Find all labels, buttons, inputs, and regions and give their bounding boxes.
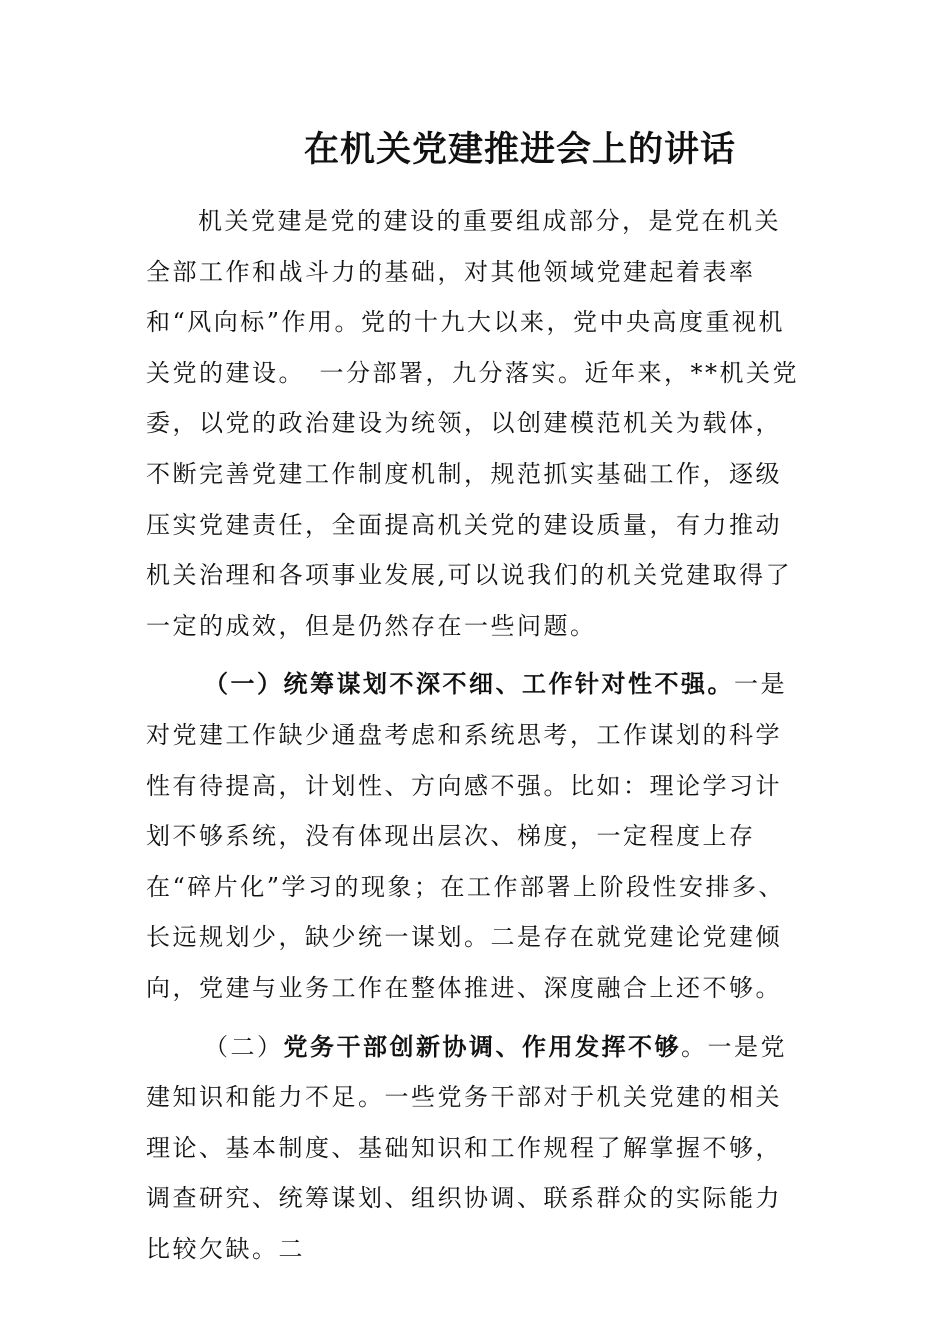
section-2-text: 。一是党建知识和能力不足。一些党务干部对于机关党建的相关理论、基本制度、基础知识和工作规程了解掌握不够，调查研究、统筹谋划、组织协调、联系群众的实际能力比较欠缺。二 bbox=[146, 1032, 787, 1263]
section-2-paragraph bbox=[146, 1022, 802, 1275]
intro-paragraph: 机关党建是党的建设的重要组成部分，是党在机关全部工作和战斗力的基础，对其他领域党建起着表率和“风向标”作用。党的十九大以来，党中央高度重视机关党的建设。 一分部署，九分落实。近年来，**机关党委，以党的政治建设为统领，以创建模范机关为载体，不断完善党建工作制度机制，规范抓实基础工作，逐级压实党建责任，全面提高机关党的建设质量，有力推动机关治理和各项事业发展,可以说我们的机关党建取得了一定的成效，但是仍然存在一些问题。 bbox=[146, 207, 799, 640]
section-1-text: 一是对党建工作缺少通盘考虑和系统思考，工作谋划的科学性有待提高，计划性、方向感不强。比如：理论学习计划不够系统，没有体现出层次、梯度，一定程度上存在“碎片化”学习的现象；在工作部署上阶段性安排多、长远规划少，缺少统一谋划。二是存在就党建论党建倾向，党建与业务工作在整体推进、深度融合上还不够。 bbox=[146, 670, 787, 1002]
section-1-paragraph bbox=[146, 659, 802, 1013]
section-2-number: （二） bbox=[204, 1032, 284, 1061]
document-title: 在机关党建推进会上的讲话 bbox=[303, 129, 736, 170]
document-body bbox=[146, 196, 802, 1274]
section-2-heading: 党务干部创新协调、作用发挥不够 bbox=[283, 1031, 681, 1061]
section-1-heading: （一）统筹谋划不深不细、工作针对性不强。 bbox=[204, 669, 734, 699]
